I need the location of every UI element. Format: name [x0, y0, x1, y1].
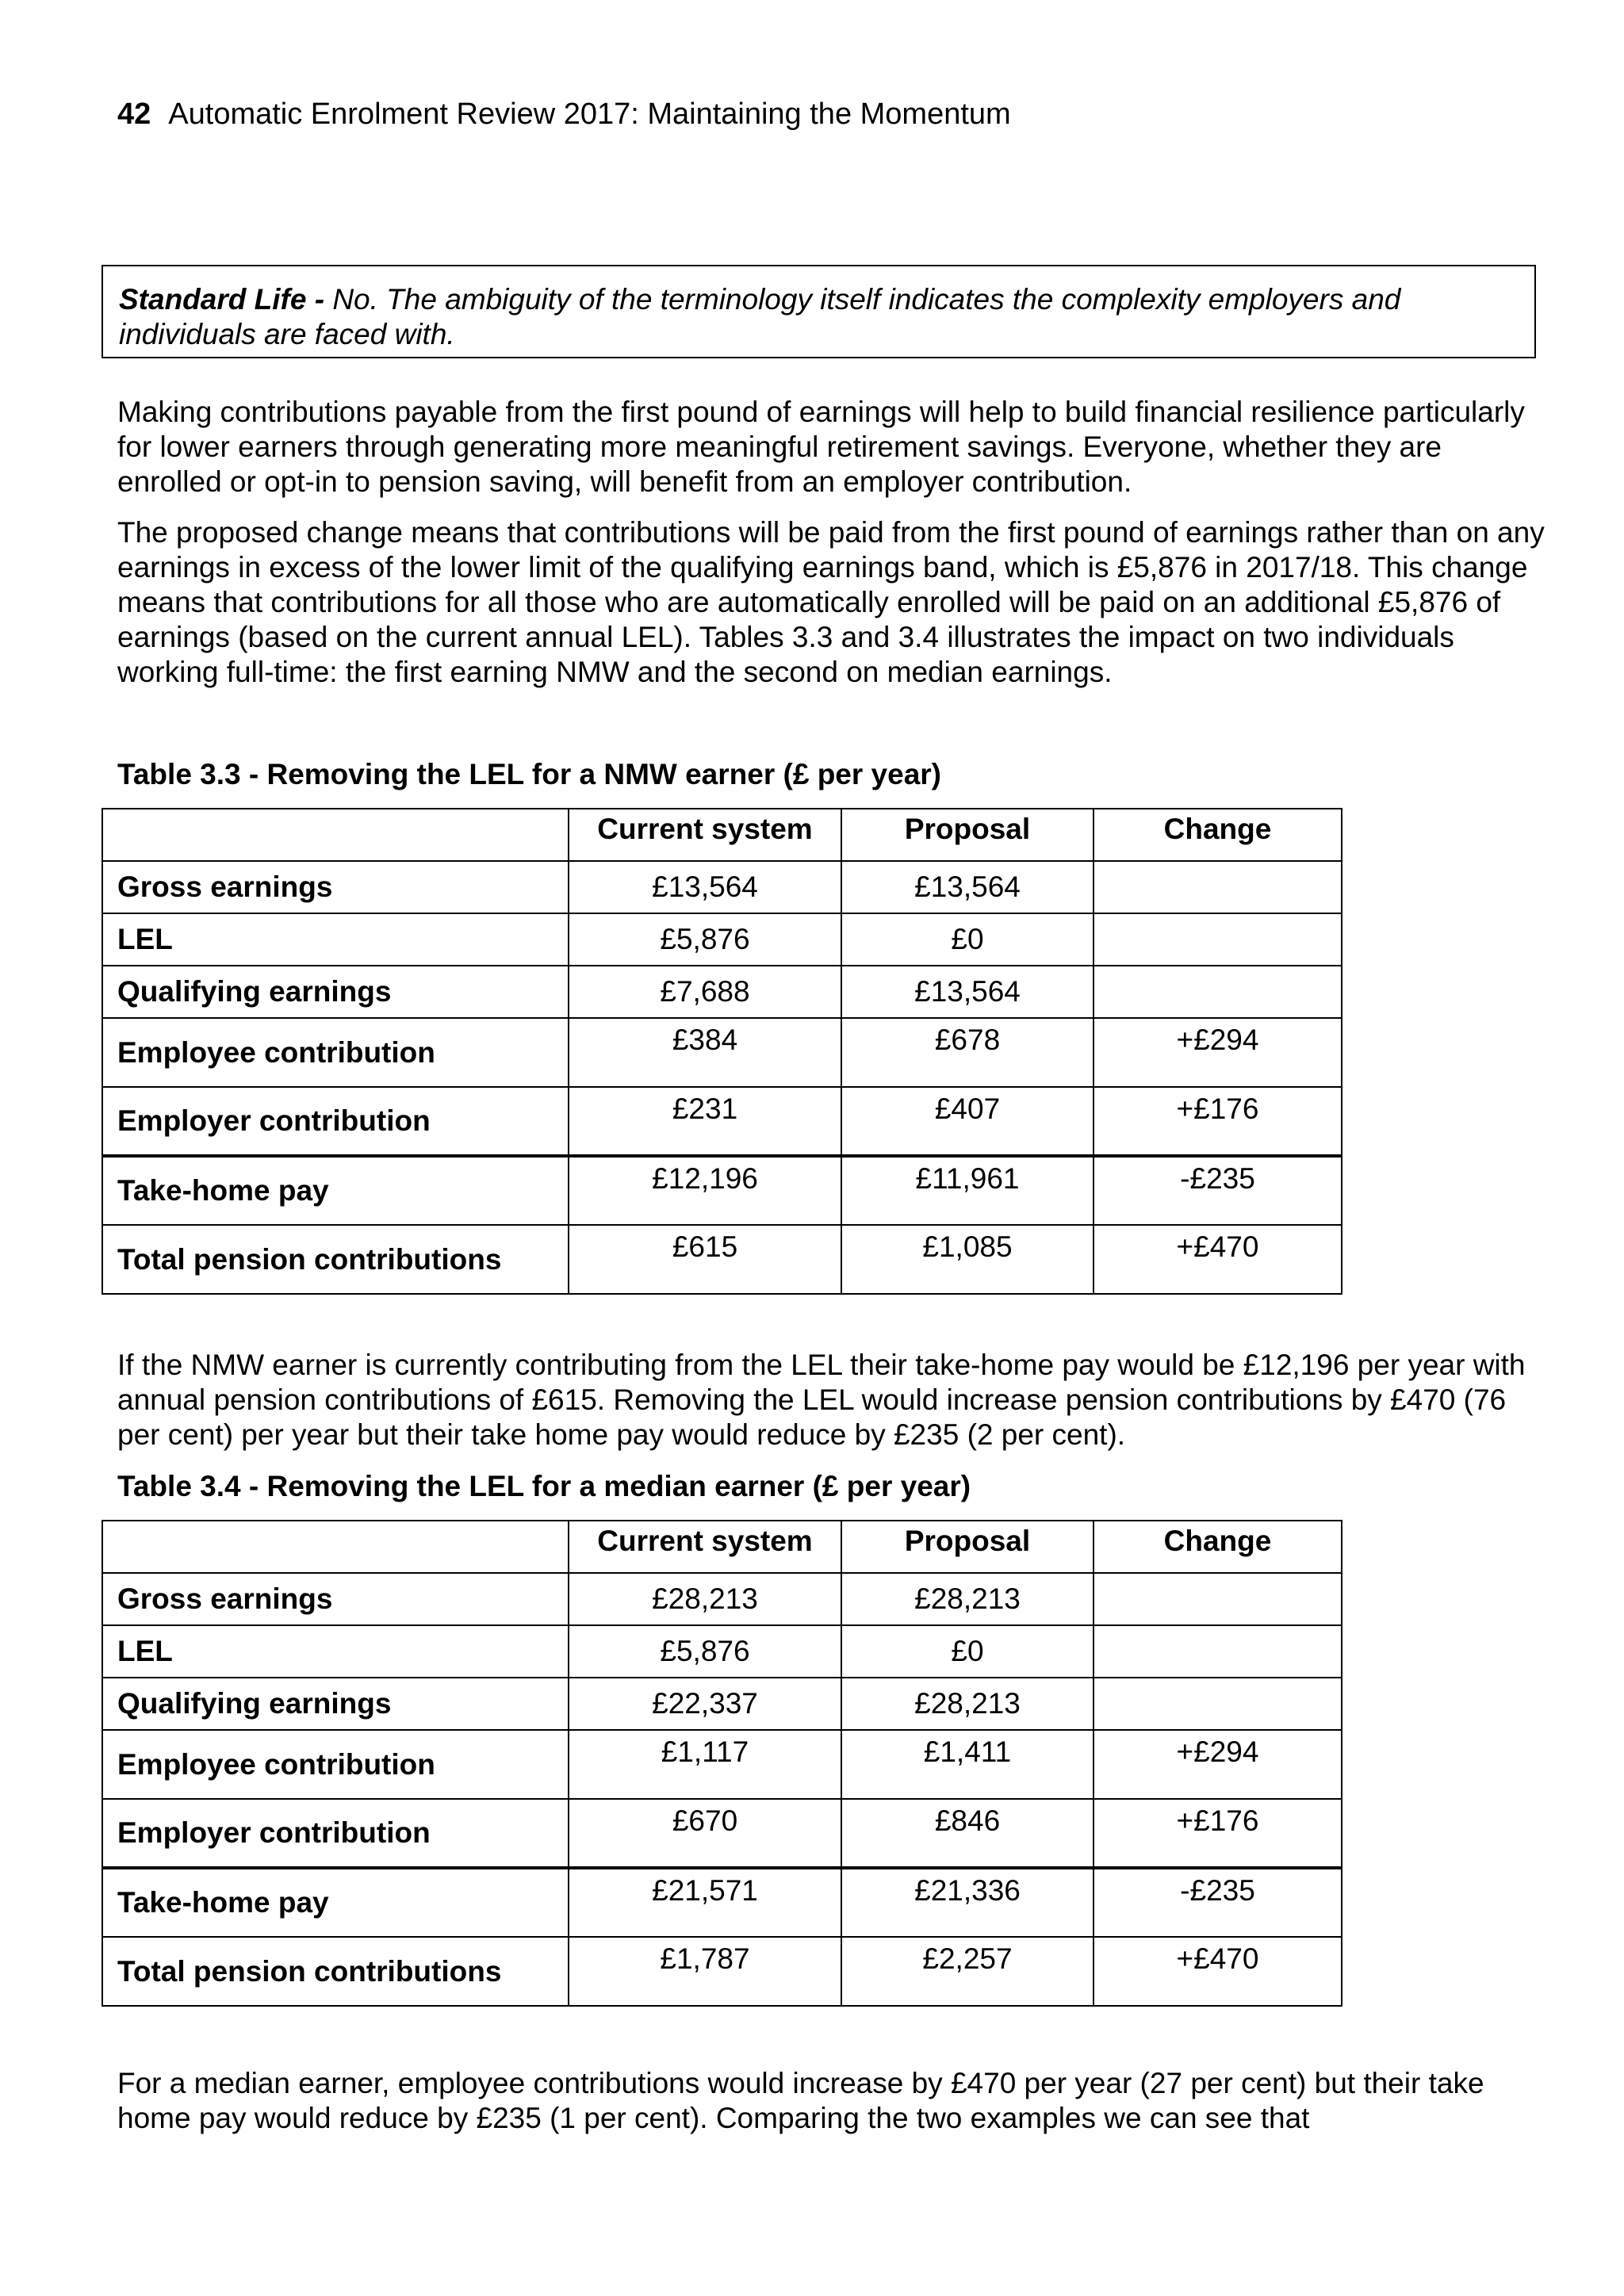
- cell-proposal: £0: [841, 1625, 1094, 1678]
- cell-proposal: £0: [841, 913, 1094, 966]
- paragraph-1: Making contributions payable from the first pound of earnings will help to build financial resilience particularly for lower earners through generating more meaningful retirement savings. Everyone, whether they are enrolled or opt-in to pension saving, will benefit from an employer contribution.: [117, 396, 1525, 498]
- cell-current: £12,196: [569, 1156, 841, 1225]
- cell-change: [1094, 1573, 1342, 1625]
- table-header-row: [102, 1521, 1342, 1573]
- table-3-3-caption: Table 3.3 - Removing the LEL for a NMW earner (£ per year): [117, 758, 941, 790]
- cell-proposal: £2,257: [841, 1937, 1094, 2006]
- table-row: [102, 1868, 1342, 1937]
- row-label: Qualifying earnings: [102, 966, 569, 1018]
- cell-current: £13,564: [569, 861, 841, 913]
- cell-change: +£294: [1094, 1018, 1342, 1087]
- cell-change: +£176: [1094, 1799, 1342, 1868]
- cell-change: +£176: [1094, 1087, 1342, 1156]
- column-header: [102, 1521, 569, 1573]
- cell-change: +£470: [1094, 1937, 1342, 2006]
- row-label: Total pension contributions: [102, 1937, 569, 2006]
- cell-change: -£235: [1094, 1156, 1342, 1225]
- cell-change: +£294: [1094, 1730, 1342, 1799]
- table-row: [102, 1573, 1342, 1625]
- cell-proposal: £678: [841, 1018, 1094, 1087]
- cell-proposal: £846: [841, 1799, 1094, 1868]
- column-header: Proposal: [841, 809, 1094, 861]
- cell-proposal: £11,961: [841, 1156, 1094, 1225]
- cell-current: £7,688: [569, 966, 841, 1018]
- document-title: Automatic Enrolment Review 2017: Maintaining the Momentum: [168, 98, 1011, 131]
- cell-proposal: £28,213: [841, 1573, 1094, 1625]
- table-row: [102, 1087, 1342, 1156]
- paragraph-4: For a median earner, employee contributions would increase by £470 per year (27 per cent) but their take home pay would reduce by £235 (1 per cent). Comparing the two examples we can see that: [117, 2067, 1484, 2134]
- cell-current: £384: [569, 1018, 841, 1087]
- row-label: LEL: [102, 913, 569, 966]
- cell-proposal: £21,336: [841, 1868, 1094, 1937]
- cell-change: +£470: [1094, 1225, 1342, 1294]
- paragraph-3: If the NMW earner is currently contributing from the LEL their take-home pay would be £12,196 per year with annual pension contributions of £615. Removing the LEL would increase pension contributions by £470 (76 per cent) per year but their take home pay would reduce by £235 (2 per cent).: [117, 1349, 1526, 1451]
- paragraph-2: The proposed change means that contributions will be paid from the first pound of earnings rather than on any earnings in excess of the lower limit of the qualifying earnings band, which is £5,876 in 2017/18. This change means that contributions for all those who are automatically enrolled will be paid on an additional £5,876 of earnings (based on the current annual LEL). Tables 3.3 and 3.4 illustrates the impact on two individuals working full-time: the first earning NMW and the second on median earnings.: [117, 516, 1545, 688]
- cell-change: [1094, 1625, 1342, 1678]
- column-header: Current system: [569, 1521, 841, 1573]
- table-row: [102, 1799, 1342, 1868]
- row-label: Gross earnings: [102, 1573, 569, 1625]
- cell-proposal: £1,411: [841, 1730, 1094, 1799]
- cell-change: [1094, 1678, 1342, 1730]
- consultation-response-box: [102, 265, 1536, 358]
- table-row: [102, 913, 1342, 966]
- cell-change: [1094, 966, 1342, 1018]
- column-header: Current system: [569, 809, 841, 861]
- row-label: Employee contribution: [102, 1730, 569, 1799]
- table-row: [102, 1730, 1342, 1799]
- cell-current: £5,876: [569, 913, 841, 966]
- cell-change: [1094, 913, 1342, 966]
- column-header: [102, 809, 569, 861]
- column-header: Proposal: [841, 1521, 1094, 1573]
- cell-current: £5,876: [569, 1625, 841, 1678]
- row-label: Take-home pay: [102, 1868, 569, 1937]
- table-row: [102, 1937, 1342, 2006]
- cell-proposal: £407: [841, 1087, 1094, 1156]
- table-3-4-caption: Table 3.4 - Removing the LEL for a median earner (£ per year): [117, 1470, 971, 1502]
- table-row: [102, 1156, 1342, 1225]
- cell-proposal: £13,564: [841, 966, 1094, 1018]
- row-label: LEL: [102, 1625, 569, 1678]
- table-row: [102, 1678, 1342, 1730]
- row-label: Employee contribution: [102, 1018, 569, 1087]
- row-label: Qualifying earnings: [102, 1678, 569, 1730]
- page-header: [117, 95, 1011, 133]
- respondent-name: Standard Life -: [119, 283, 325, 316]
- table-3-3: [102, 808, 1342, 1295]
- cell-current: £231: [569, 1087, 841, 1156]
- cell-current: £615: [569, 1225, 841, 1294]
- cell-current: £670: [569, 1799, 841, 1868]
- cell-current: £28,213: [569, 1573, 841, 1625]
- table-header-row: [102, 809, 1342, 861]
- cell-change: -£235: [1094, 1868, 1342, 1937]
- row-label: Total pension contributions: [102, 1225, 569, 1294]
- cell-current: £22,337: [569, 1678, 841, 1730]
- cell-change: [1094, 861, 1342, 913]
- page-number: 42: [117, 98, 151, 131]
- cell-current: £21,571: [569, 1868, 841, 1937]
- cell-current: £1,117: [569, 1730, 841, 1799]
- row-label: Employer contribution: [102, 1087, 569, 1156]
- table-3-4: [102, 1520, 1342, 2007]
- table-row: [102, 966, 1342, 1018]
- table-row: [102, 1018, 1342, 1087]
- column-header: Change: [1094, 809, 1342, 861]
- table-row: [102, 861, 1342, 913]
- cell-proposal: £28,213: [841, 1678, 1094, 1730]
- row-label: Employer contribution: [102, 1799, 569, 1868]
- column-header: Change: [1094, 1521, 1342, 1573]
- cell-current: £1,787: [569, 1937, 841, 2006]
- row-label: Gross earnings: [102, 861, 569, 913]
- row-label: Take-home pay: [102, 1156, 569, 1225]
- table-row: [102, 1225, 1342, 1294]
- cell-proposal: £1,085: [841, 1225, 1094, 1294]
- table-row: [102, 1625, 1342, 1678]
- respondent-quote: No. The ambiguity of the terminology itself indicates the complexity employers and individuals are faced with.: [119, 283, 1401, 350]
- cell-proposal: £13,564: [841, 861, 1094, 913]
